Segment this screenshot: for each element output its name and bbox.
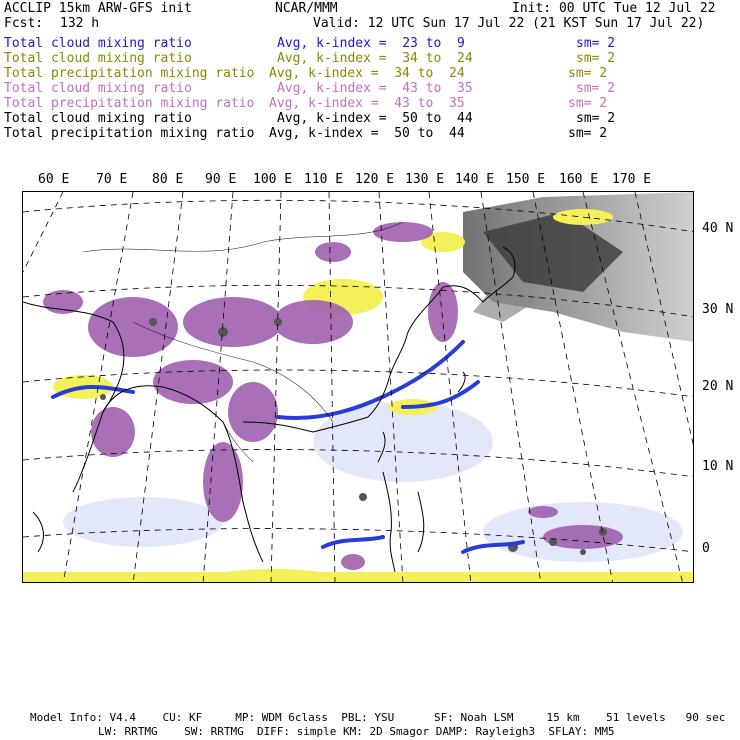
legend-row-avg: Avg, k-index = 34 to 24: [269, 66, 465, 81]
legend-row-avg: Avg, k-index = 50 to 44: [269, 126, 465, 141]
legend-row-avg: Avg, k-index = 34 to 24: [277, 51, 473, 66]
valid-time: Valid: 12 UTC Sun 17 Jul 22 (21 KST Sun 17 Jul 22): [313, 16, 705, 31]
lon-label: 80 E: [152, 172, 184, 187]
init-time: Init: 00 UTC Tue 12 Jul 22: [512, 1, 716, 16]
lon-label: 170 E: [612, 172, 652, 187]
lon-label: 90 E: [205, 172, 237, 187]
legend-row-sm: sm= 2: [576, 51, 616, 66]
lon-label: 130 E: [405, 172, 445, 187]
legend-row-avg: Avg, k-index = 43 to 35: [269, 96, 465, 111]
legend-row-sm: sm= 2: [576, 81, 616, 96]
model-title: ACCLIP 15km ARW-GFS init: [4, 1, 192, 16]
model-info-line1: Model Info: V4.4 CU: KF MP: WDM 6class PBL: YSU SF: Noah LSM 15 km 51 levels 90 sec: [30, 711, 726, 724]
legend-row-field: Total precipitation mixing ratio: [4, 126, 255, 141]
org-label: NCAR/MMM: [275, 1, 338, 16]
legend-row-sm: sm= 2: [576, 111, 616, 126]
lon-label: 60 E: [38, 172, 70, 187]
lon-label: 140 E: [455, 172, 495, 187]
legend-row-sm: sm= 2: [568, 66, 608, 81]
lon-label: 160 E: [559, 172, 599, 187]
lat-label: 40 N: [702, 221, 734, 236]
lat-label: 0: [702, 541, 710, 556]
legend-row-avg: Avg, k-index = 43 to 35: [277, 81, 473, 96]
lat-label: 20 N: [702, 379, 734, 394]
lat-label: 10 N: [702, 459, 734, 474]
lon-label: 70 E: [96, 172, 128, 187]
lon-label: 110 E: [304, 172, 344, 187]
forecast-hour: 132 h: [60, 16, 100, 31]
legend-row-sm: sm= 2: [576, 36, 616, 51]
legend-row-avg: Avg, k-index = 23 to 9: [277, 36, 465, 51]
forecast-label: Fcst:: [4, 16, 44, 31]
legend-row-sm: sm= 2: [568, 126, 608, 141]
lat-label: 30 N: [702, 302, 734, 317]
lon-label: 150 E: [506, 172, 546, 187]
legend-row-field: Total precipitation mixing ratio: [4, 96, 255, 111]
legend-row-field: Total cloud mixing ratio: [4, 36, 192, 51]
legend-row-field: Total cloud mixing ratio: [4, 51, 192, 66]
legend-row-field: Total cloud mixing ratio: [4, 111, 192, 126]
legend-row-field: Total cloud mixing ratio: [4, 81, 192, 96]
map-canvas: [23, 192, 694, 583]
legend-row-avg: Avg, k-index = 50 to 44: [277, 111, 473, 126]
legend-row-field: Total precipitation mixing ratio: [4, 66, 255, 81]
lon-label: 120 E: [355, 172, 395, 187]
lon-label: 100 E: [253, 172, 293, 187]
model-info-line2: LW: RRTMG SW: RRTMG DIFF: simple KM: 2D Smagor DAMP: Rayleigh3 SFLAY: MM5: [98, 725, 615, 738]
forecast-map: [22, 191, 694, 583]
legend-row-sm: sm= 2: [568, 96, 608, 111]
